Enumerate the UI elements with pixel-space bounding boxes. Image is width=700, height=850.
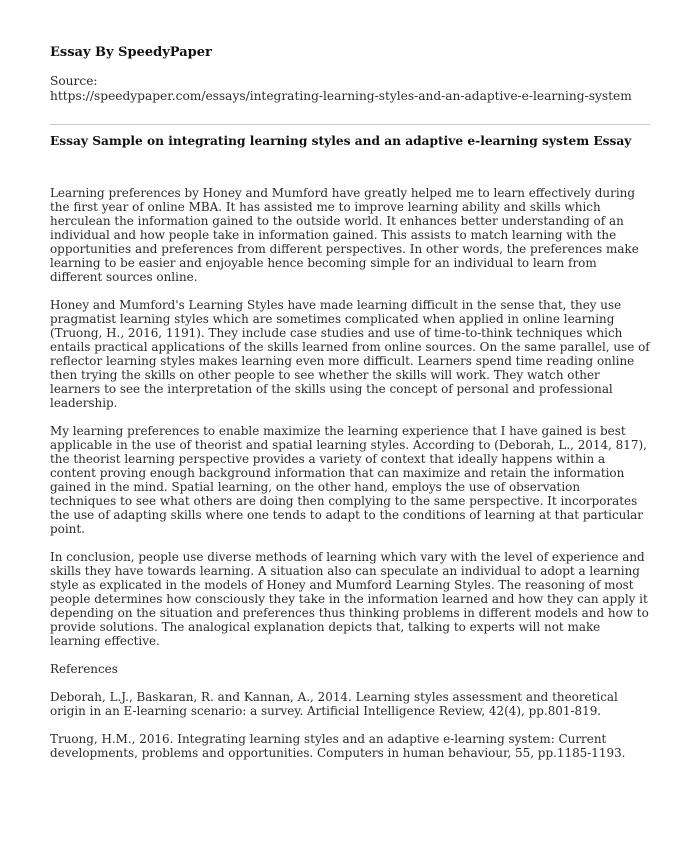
document-header-title: Essay By SpeedyPaper [50,45,212,60]
paragraph: Honey and Mumford's Learning Styles have made learning difficult in the sense that, they use pragmatist learning styles which are sometimes complicated when applied in online learning (Truong, H., 2016, 1191). They include case studies and use of time-to-think techniques which entails practical applications of the skills learned from online sources. On the same parallel, use of reflector learning styles makes learning even more difficult. Learners spend time reading online then trying the skills on other people to see whether the skills will work. They watch other learners to see the interpretation of the skills using the concept of personal and professional leadership. [50,298,650,410]
source-block [50,74,650,104]
paragraph: In conclusion, people use diverse methods of learning which vary with the level of experience and skills they have towards learning. A situation also can speculate an individual to adopt a learning style as explicated in the models of Honey and Mumford Learning Styles. The reasoning of most people determines how consciously they take in the information learned and how they can apply it depending on the situation and preferences thus thinking problems in different models and how to provide solutions. The analogical explanation depicts that, talking to experts will not make learning effective. [50,550,649,648]
source-url: https://speedypaper.com/essays/integrating-learning-styles-and-an-adaptive-e-learning-system [50,89,632,103]
paragraph: Learning preferences by Honey and Mumford have greatly helped me to learn effectively during the first year of online MBA. It has assisted me to improve learning ability and skills which herculean the information gained to the outside world. It enhances better understanding of an individual and how people take in information gained. This assists to match learning with the opportunities and preferences from different perspectives. In other words, the preferences make learning to be easier and enjoyable hence becoming simple for an individual to learn from different sources online. [50,186,639,284]
reference-item: Truong, H.M., 2016. Integrating learning styles and an adaptive e-learning system: Current developments, problems and opportunities. Computers in human behaviour, 55, pp.1185-1193. [50,732,626,760]
reference-item: Deborah, L.J., Baskaran, R. and Kannan, A., 2014. Learning styles assessment and theoretical origin in an E-learning scenario: a survey. Artificial Intelligence Review, 42(4), pp.801-819. [50,690,618,718]
divider [50,124,650,125]
source-label: Source: [50,74,98,88]
paragraph: My learning preferences to enable maximize the learning experience that I have gained is best applicable in the use of theorist and spatial learning styles. According to (Deborah, L., 2014, 817), the theorist learning perspective provides a variety of context that ideally happens within a content proving enough background information that can maximize and retain the information gained in the mind. Spatial learning, on the other hand, employs the use of observation techniques to see what others are doing then complying to the same perspective. It incorporates the use of adapting skills where one tends to adapt to the conditions of learning at that particular point. [50,424,647,536]
references-heading: References [50,662,118,676]
essay-body [50,186,650,774]
essay-title: Essay Sample on integrating learning styles and an adaptive e-learning system Essay [50,134,632,148]
